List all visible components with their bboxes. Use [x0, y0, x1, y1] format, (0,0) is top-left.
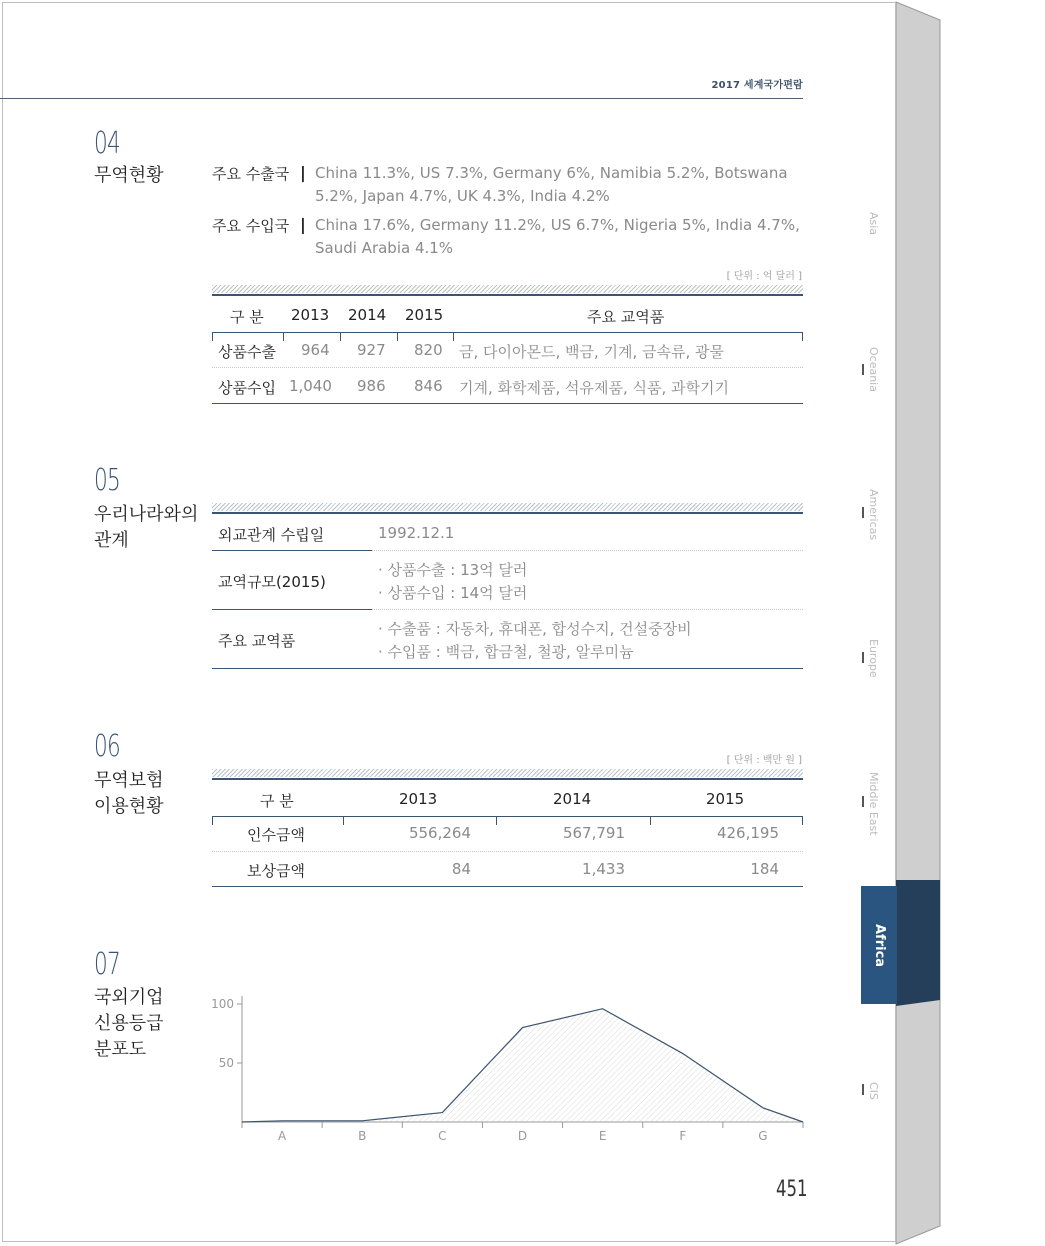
table-row-label: 보상금액: [247, 862, 305, 880]
table-header: 구 분: [260, 792, 294, 810]
relations-value: · 수입품 : 백금, 합금철, 철광, 알루미늄: [378, 643, 634, 661]
credit-chart: [210, 985, 810, 1145]
page-number: 451: [776, 1177, 808, 1202]
table-top-rule: [212, 778, 803, 780]
chart-x-tick-label: F: [679, 1129, 687, 1143]
section-title-relations-line1: 우리나라와의: [94, 504, 199, 525]
table-cell: 820: [414, 341, 443, 359]
side-tab-europe[interactable]: Europe: [867, 639, 880, 678]
row-divider: [372, 550, 803, 551]
table-header: 2014: [553, 790, 592, 808]
table-top-rule: [212, 294, 803, 296]
table-cell: 426,195: [716, 824, 779, 842]
section-number-04: 04: [94, 126, 121, 161]
side-tab-marker: [862, 652, 864, 663]
table-cell: 금, 다이아몬드, 백금, 기계, 금속류, 광물: [459, 343, 725, 361]
section-title-insurance-line2: 이용현황: [94, 796, 164, 817]
table-header: 2015: [706, 790, 745, 808]
table-cell: 927: [357, 341, 386, 359]
column-tick: [802, 816, 803, 825]
table-cell: 기계, 화학제품, 석유제품, 식품, 과학기기: [459, 379, 729, 397]
section-title-credit-line3: 분포도: [94, 1039, 147, 1060]
chart-x-tick-label: B: [358, 1129, 367, 1143]
section-number-07: 07: [94, 947, 121, 982]
section-number-06: 06: [94, 729, 121, 764]
table-cell: 84: [451, 860, 471, 878]
unit-label: [ 단위 : 억 달러 ]: [726, 271, 802, 282]
side-tab-middle-east[interactable]: Middle East: [867, 772, 880, 836]
relations-label: 외교관계 수립일: [218, 526, 325, 544]
chart-x-tick-label: A: [277, 1129, 287, 1143]
table-cell: 184: [750, 860, 779, 878]
header-underline: [212, 816, 803, 817]
label-divider: [212, 609, 372, 610]
table-cell: 964: [301, 341, 330, 359]
side-tab-africa-label: Africa: [872, 924, 887, 968]
import-label: 주요 수입국: [212, 217, 290, 235]
table-cell: 846: [414, 377, 443, 395]
side-tab-oceania[interactable]: Oceania: [867, 347, 880, 392]
section-title-trade: 무역현황: [94, 165, 164, 186]
side-tab-asia[interactable]: Asia: [867, 212, 880, 236]
export-countries-line2: 5.2%, Japan 4.7%, UK 4.3%, India 4.2%: [315, 187, 610, 205]
table-cell: 567,791: [562, 824, 625, 842]
column-tick: [283, 332, 284, 341]
column-tick: [496, 816, 497, 825]
column-tick: [802, 332, 803, 341]
section-title-credit-line2: 신용등급: [94, 1013, 164, 1034]
chart-y-tick-label: 50: [218, 1056, 234, 1070]
column-tick: [343, 816, 344, 825]
table-top-hatch: [212, 769, 803, 777]
table-cell: 1,433: [582, 860, 625, 878]
relations-label: 주요 교역품: [218, 632, 296, 650]
side-tab-marker: [862, 796, 864, 807]
side-tab-marker: [862, 364, 864, 375]
label-divider: [212, 550, 372, 551]
export-label: 주요 수출국: [212, 165, 290, 183]
side-tab-marker: [862, 1084, 864, 1095]
separator-bar: |: [300, 215, 306, 234]
chart-x-tick-label: G: [758, 1129, 768, 1143]
relations-value: 1992.12.1: [378, 524, 455, 542]
column-tick: [453, 332, 454, 341]
separator-bar: |: [300, 163, 306, 182]
column-tick: [212, 332, 213, 341]
table-top-hatch: [212, 503, 803, 511]
side-tab-marker: [862, 507, 864, 518]
column-tick: [212, 816, 213, 825]
table-cell: 556,264: [408, 824, 471, 842]
table-header: 2013: [291, 306, 330, 324]
import-countries-line2: Saudi Arabia 4.1%: [315, 239, 454, 257]
chart-x-tick-label: D: [517, 1129, 528, 1143]
chart-x-tick-label: E: [598, 1129, 607, 1143]
table-top-rule: [212, 512, 803, 514]
import-countries-line1: China 17.6%, Germany 11.2%, US 6.7%, Nigeria 5%, India 4.7%,: [315, 216, 800, 234]
relations-value: · 상품수입 : 14억 달러: [378, 584, 528, 602]
table-bottom-rule: [212, 668, 803, 669]
table-cell: 986: [357, 377, 386, 395]
table-bottom-rule: [212, 403, 803, 404]
table-header: 2013: [399, 790, 438, 808]
section-number-05: 05: [94, 463, 121, 498]
section-title-credit-line1: 국외기업: [94, 987, 164, 1008]
table-header: 2014: [348, 306, 387, 324]
table-bottom-rule: [212, 886, 803, 887]
table-top-hatch: [212, 285, 803, 293]
column-tick: [650, 816, 651, 825]
table-row-label: 상품수입: [218, 379, 276, 397]
row-divider: [372, 609, 803, 610]
relations-label: 교역규모(2015): [218, 573, 326, 591]
chart-x-tick-label: C: [438, 1129, 447, 1143]
header-rule: [0, 98, 803, 99]
table-header: 주요 교역품: [587, 308, 665, 326]
header-title: 2017 세계국가편람: [711, 80, 803, 91]
side-tab-cis[interactable]: CIS: [867, 1082, 880, 1100]
chart-area-fill: [242, 1009, 803, 1122]
chart-y-tick-label: 100: [211, 997, 234, 1011]
section-title-insurance-line1: 무역보험: [94, 770, 164, 791]
table-cell: 1,040: [289, 377, 332, 395]
column-tick: [340, 332, 341, 341]
section-title-relations-line2: 관계: [94, 530, 129, 551]
unit-label: [ 단위 : 백만 원 ]: [726, 755, 802, 766]
relations-value: · 상품수출 : 13억 달러: [378, 561, 528, 579]
table-row-label: 상품수출: [218, 343, 276, 361]
row-divider: [212, 851, 803, 852]
relations-value: · 수출품 : 자동차, 휴대폰, 합성수지, 건설중장비: [378, 620, 692, 638]
table-header: 구 분: [230, 308, 264, 326]
row-divider: [212, 367, 803, 368]
table-row-label: 인수금액: [247, 826, 305, 844]
side-tab-americas[interactable]: Americas: [867, 489, 880, 541]
header-underline: [212, 332, 803, 333]
table-header: 2015: [405, 306, 444, 324]
export-countries-line1: China 11.3%, US 7.3%, Germany 6%, Namibia 5.2%, Botswana: [315, 164, 788, 182]
column-tick: [397, 332, 398, 341]
